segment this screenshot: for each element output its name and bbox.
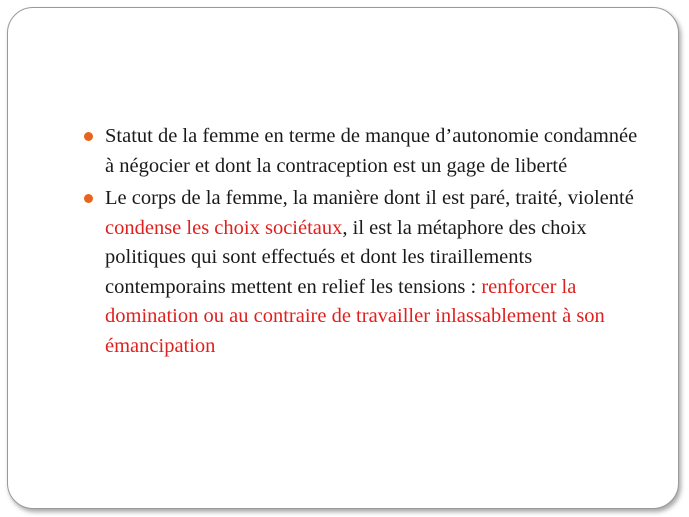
bullet-icon (84, 194, 93, 203)
bullet-text: , il est la métaphore des choix politiques qui sont effectués et dont les tiraillements contemporains mettent en relief les tensions : (105, 216, 587, 298)
list-item (84, 184, 644, 361)
highlighted-text: renforcer la domination ou au contraire de travailler inlassablement à son émancipation (105, 275, 605, 357)
highlighted-text: condense les choix sociétaux (105, 216, 343, 239)
bullet-list (84, 122, 644, 364)
bullet-icon (84, 132, 93, 141)
bullet-text: Le corps de la femme, la manière dont il est paré, traité, violenté (105, 187, 634, 209)
bullet-text: Statut de la femme en terme de manque d’autonomie condamnée à négocier et dont la contraception est un gage de liberté (105, 125, 638, 177)
slide-frame (7, 7, 679, 509)
list-item (84, 122, 644, 181)
